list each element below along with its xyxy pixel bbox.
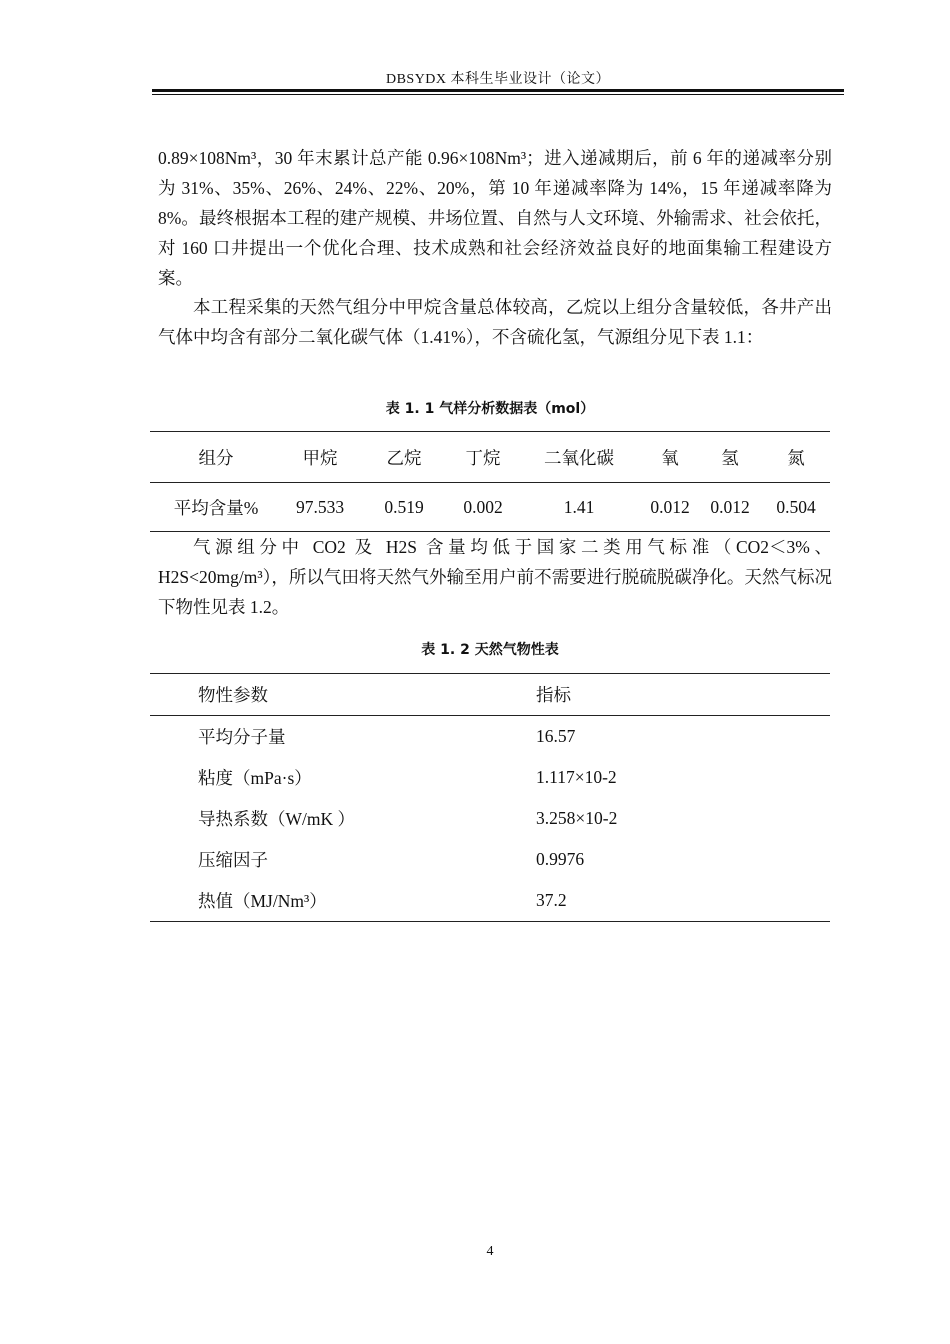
table-cell: 热值（MJ/Nm³） — [198, 891, 327, 911]
table-cell: 平均分子量 — [198, 727, 286, 747]
table-cell: 1.41 — [516, 483, 642, 532]
table-cell: 0.002 — [450, 483, 516, 532]
table-header-cell: 氢 — [721, 447, 739, 468]
table-cell: 16.57 — [536, 726, 576, 746]
table-row — [150, 716, 830, 758]
table-header-cell: 氮 — [787, 447, 805, 468]
table-cell: 0.519 — [358, 483, 450, 532]
table-row — [150, 483, 830, 532]
table-header-cell: 丁烷 — [465, 447, 501, 468]
table-header-cell: 组分 — [198, 447, 234, 468]
table-cell: 1.117×10-2 — [536, 767, 617, 787]
table-cell: 0.012 — [698, 483, 762, 532]
table-row — [150, 839, 830, 880]
running-header: DBSYDX 本科生毕业设计（论文） — [385, 72, 611, 87]
table-header-cell: 乙烷 — [386, 447, 422, 468]
table-cell: 导热系数（W/mK ） — [198, 809, 356, 829]
table-cell: 97.533 — [282, 483, 358, 532]
gas-analysis-table — [150, 431, 830, 532]
header-rule-thick — [152, 89, 844, 92]
table-header-cell: 氧 — [661, 447, 679, 468]
paragraph-purification: 气源组分中 CO2 及 H2S 含量均低于国家二类用气标准（CO2＜3%、H2S<20mg/m³），所以气田将天然气外输至用户前不需要进行脱硫脱碳净化。天然气标况下物性见表 1.2。 — [158, 537, 832, 617]
table2-caption: 表 1. 2 天然气物性表 — [421, 642, 559, 658]
table-cell: 0.012 — [642, 483, 698, 532]
table1-caption: 表 1. 1 气样分析数据表（mol） — [385, 401, 595, 417]
page-number: 4 — [486, 1244, 494, 1259]
table-header-row — [150, 674, 830, 716]
table-cell: 粘度（mPa·s） — [198, 768, 312, 788]
table-header-cell: 二氧化碳 — [544, 447, 614, 468]
table-cell: 压缩因子 — [198, 850, 268, 870]
table-header-row — [150, 432, 830, 483]
header-rule-thin — [152, 94, 844, 95]
table-row — [150, 798, 830, 839]
table-row — [150, 880, 830, 922]
paragraph-gas-composition: 本工程采集的天然气组分中甲烷含量总体较高，乙烷以上组分含量较低，各井产出气体中均含有部分二氧化碳气体（1.41%），不含硫化氢，气源组分见下表 1.1： — [158, 297, 832, 347]
table-cell: 3.258×10-2 — [536, 808, 618, 828]
table-cell: 0.9976 — [536, 849, 585, 869]
table-row — [150, 757, 830, 798]
table-header-cell: 物性参数 — [150, 674, 536, 716]
table-header-cell: 指标 — [536, 674, 830, 716]
gas-properties-table — [150, 673, 830, 922]
table-cell: 0.504 — [762, 483, 830, 532]
table-cell: 37.2 — [536, 890, 567, 910]
table-cell: 平均含量% — [150, 483, 282, 532]
paragraph-production-decline: 0.89×108Nm³，30 年末累计总产能 0.96×108Nm³；进入递减期后，前 6 年的递减率分别为 31%、35%、26%、24%、22%、20%，第 10 年递减率降为 14%，15 年递减率降为 8%。最终根据本工程的建产规模、井场位置、自然与人文环境、外输需求、社会依托，对 160 口井提出一个优化合理、技术成熟和社会经济效益良好的地面集输工程建设方案。 — [158, 148, 832, 288]
table-header-cell: 甲烷 — [302, 447, 338, 468]
